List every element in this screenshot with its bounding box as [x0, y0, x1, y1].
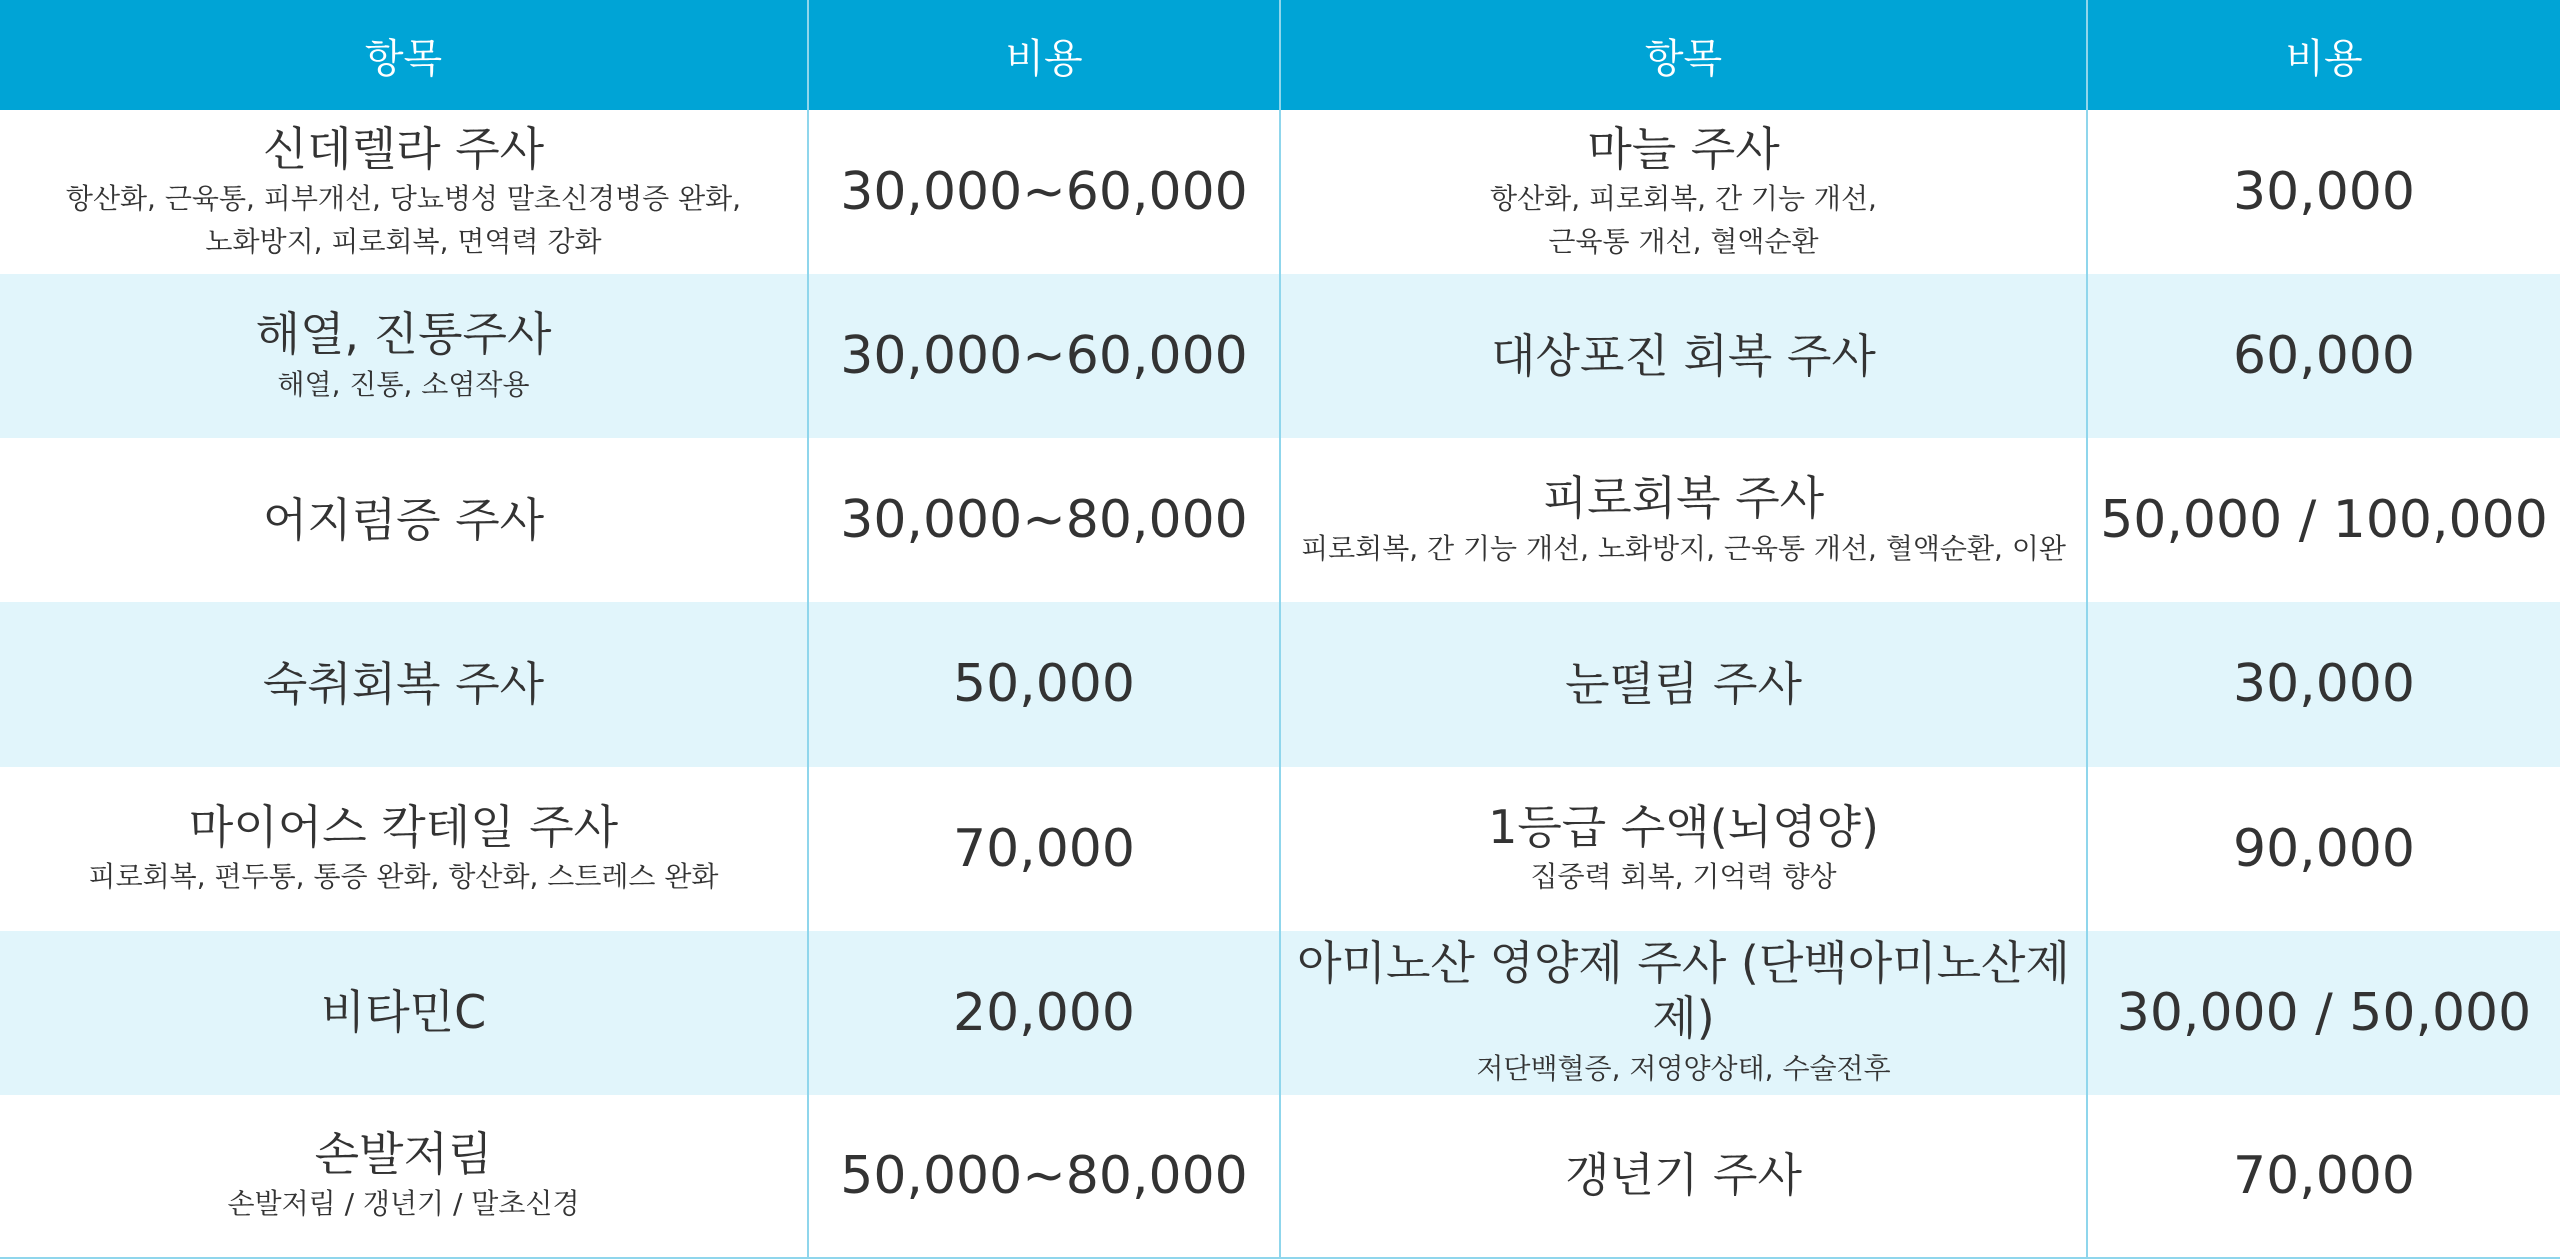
item-cost: 70,000	[953, 818, 1135, 879]
item-description: 피로회복, 간 기능 개선, 노화방지, 근육통 개선, 혈액순환, 이완	[1301, 531, 2066, 565]
item-cell-left	[0, 110, 808, 274]
item-description: 집중력 회복, 기억력 향상	[1530, 859, 1837, 893]
table-row	[0, 110, 2560, 274]
item-name: 어지럼증 주사	[262, 492, 545, 547]
item-cell-left	[0, 438, 808, 602]
item-cost: 20,000	[953, 982, 1135, 1043]
item-cost: 50,000	[953, 654, 1135, 715]
item-cost: 50,000 / 100,000	[2100, 490, 2548, 551]
item-cost: 30,000~60,000	[840, 162, 1248, 223]
cost-cell-left	[808, 274, 1280, 438]
item-description: 해열, 진통, 소염작용	[277, 367, 530, 401]
item-cost: 60,000	[2233, 326, 2415, 387]
item-name: 비타민C	[320, 985, 487, 1040]
item-cost: 30,000~80,000	[840, 490, 1248, 551]
item-description: 손발저림 / 갱년기 / 말초신경	[227, 1187, 580, 1221]
cost-cell-left	[808, 1095, 1280, 1258]
table-row	[0, 274, 2560, 438]
item-name: 피로회복 주사	[1542, 471, 1825, 526]
cost-cell-left	[808, 438, 1280, 602]
cost-cell-right	[2087, 1095, 2560, 1258]
item-description: 근육통 개선, 혈액순환	[1548, 224, 1819, 258]
item-cost: 30,000 / 50,000	[2116, 982, 2532, 1043]
item-cell-left	[0, 767, 808, 931]
header-item-right: 항목	[1280, 0, 2087, 110]
item-description: 항산화, 근육통, 피부개선, 당뇨병성 말초신경병증 완화,	[65, 182, 742, 216]
item-name: 대상포진 회복 주사	[1491, 328, 1876, 383]
cost-cell-left	[808, 602, 1280, 766]
table-row	[0, 602, 2560, 766]
item-name: 눈떨림 주사	[1565, 656, 1802, 711]
item-cell-right	[1280, 931, 2087, 1095]
item-name: 숙취회복 주사	[262, 656, 545, 711]
table-row	[0, 767, 2560, 931]
item-name: 갱년기 주사	[1565, 1148, 1802, 1203]
table-body	[0, 110, 2560, 1258]
header-row	[0, 0, 2560, 110]
table-header	[0, 0, 2560, 110]
item-cell-right	[1280, 767, 2087, 931]
header-item-left: 항목	[0, 0, 808, 110]
cost-cell-right	[2087, 438, 2560, 602]
cost-cell-right	[2087, 931, 2560, 1095]
item-cell-right	[1280, 110, 2087, 274]
item-cell-left	[0, 931, 808, 1095]
cost-cell-left	[808, 767, 1280, 931]
item-cell-right	[1280, 274, 2087, 438]
item-description: 피로회복, 편두통, 통증 완화, 항산화, 스트레스 완화	[88, 859, 719, 893]
item-description: 저단백혈증, 저영양상태, 수술전후	[1476, 1051, 1891, 1085]
item-cost: 70,000	[2233, 1145, 2415, 1206]
item-cell-right	[1280, 1095, 2087, 1258]
item-name: 해열, 진통주사	[255, 307, 552, 362]
table-row	[0, 931, 2560, 1095]
item-name: 마이어스 칵테일 주사	[188, 799, 619, 854]
item-cost: 30,000	[2233, 162, 2415, 223]
item-name: 마늘 주사	[1587, 121, 1780, 176]
item-description: 노화방지, 피로회복, 면역력 강화	[205, 224, 602, 258]
item-cell-right	[1280, 438, 2087, 602]
item-description: 항산화, 피로회복, 간 기능 개선,	[1490, 182, 1877, 216]
item-name: 아미노산 영양제 주사 (단백아미노산제제)	[1297, 936, 2070, 1046]
cost-cell-right	[2087, 767, 2560, 931]
cost-cell-right	[2087, 110, 2560, 274]
item-cell-left	[0, 274, 808, 438]
item-name: 신데렐라 주사	[262, 121, 545, 176]
item-cost: 90,000	[2233, 818, 2415, 879]
header-cost-left: 비용	[808, 0, 1280, 110]
cost-cell-right	[2087, 274, 2560, 438]
cost-cell-right	[2087, 602, 2560, 766]
item-cell-left	[0, 602, 808, 766]
item-name: 손발저림	[314, 1127, 493, 1182]
item-cell-left	[0, 1095, 808, 1258]
item-cell-right	[1280, 602, 2087, 766]
table-row	[0, 438, 2560, 602]
cost-cell-left	[808, 931, 1280, 1095]
item-cost: 50,000~80,000	[840, 1145, 1248, 1206]
cost-cell-left	[808, 110, 1280, 274]
header-cost-right: 비용	[2087, 0, 2560, 110]
table-row	[0, 1095, 2560, 1258]
item-name: 1등급 수액(뇌영양)	[1488, 799, 1879, 854]
item-cost: 30,000	[2233, 654, 2415, 715]
item-cost: 30,000~60,000	[840, 326, 1248, 387]
